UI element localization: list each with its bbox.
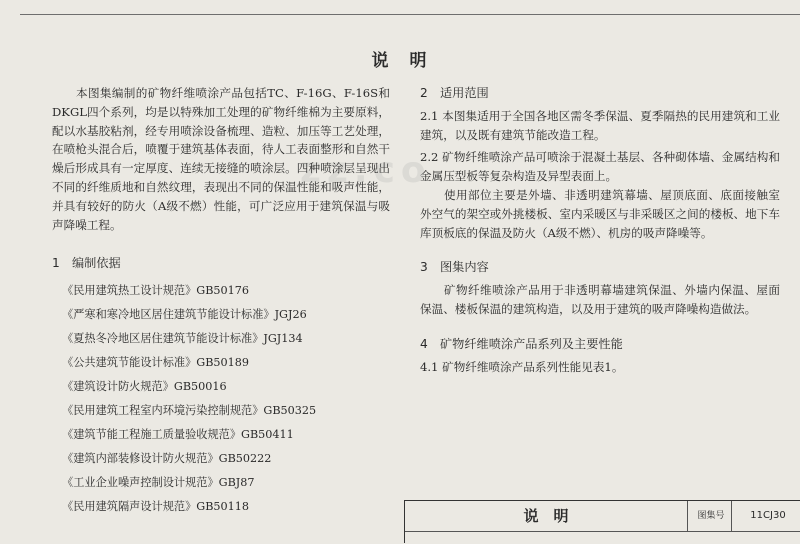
section-4-title: 矿物纤维喷涂产品系列及主要性能	[440, 336, 623, 351]
section-3-heading	[420, 258, 780, 277]
left-column	[52, 84, 390, 519]
reference-item: 《夏热冬冷地区居住建筑节能设计标准》JGJ134	[62, 332, 303, 346]
section-4-number: 4	[420, 336, 428, 351]
section-2-title: 适用范围	[440, 86, 489, 100]
reference-item: 《建筑节能工程施工质量验收规范》GB50411	[62, 428, 294, 442]
reference-list	[62, 279, 390, 519]
section-4-heading	[420, 335, 780, 354]
reference-item: 《公共建筑节能设计标准》GB50189	[62, 356, 249, 370]
intro-paragraph: 本图集编制的矿物纤维喷涂产品包括TC、F-16G、F-16S和DKGL四个系列，均是以特殊加工处理的矿物纤维棉为主要原料，配以水基胶粘剂，经专用喷涂设备梳理、造粒、加压等工艺处理，在喷枪头混合后，喷覆于建筑基体表面，待人工表面整形和自然干燥后形成具有一定厚度、连续无接缝的喷涂层。四种喷涂层呈现出不同的纤维质地和自然纹理，表现出不同的保温性能和吸声性能，并具有较好的防火（A级不燃）性能，可广泛应用于建筑保温与吸声降噪工程。	[52, 86, 390, 232]
section-1-title: 编制依据	[72, 256, 121, 271]
top-rule	[20, 14, 800, 15]
section-2-number: 2	[420, 86, 428, 100]
atlas-number-value: 11CJ30	[750, 510, 786, 521]
section-3-number: 3	[420, 260, 428, 275]
title-block	[404, 500, 800, 543]
section-1-heading	[52, 254, 390, 273]
usage-paragraph: 使用部位主要是外墙、非透明建筑幕墙、屋顶底面、底面接触室外空气的架空或外挑楼板、室内采暖区与非采暖区之间的楼板、地下车库顶板底的保温及防火（A级不燃）、机房的吸声降噪等。	[420, 187, 780, 240]
reference-item: 《民用建筑热工设计规范》GB50176	[62, 284, 249, 298]
section-3-paragraph: 矿物纤维喷涂产品用于非透明幕墙建筑保温、外墙内保温、屋面保温、楼板保温的建筑构造，以及用于建筑的吸声降噪构造做法。	[420, 283, 780, 316]
atlas-number-label: 图集号	[691, 501, 732, 531]
reference-item: 《民用建筑工程室内环境污染控制规范》GB50325	[62, 404, 317, 418]
clause-4-1: 4.1 矿物纤维喷涂产品系列性能见表1。	[420, 359, 624, 374]
section-2-heading	[420, 84, 780, 103]
section-1-number: 1	[52, 256, 60, 271]
right-column	[420, 84, 780, 376]
reference-item: 《工业企业噪声控制设计规范》GBJ87	[62, 476, 255, 490]
reference-item: 《建筑内部装修设计防火规范》GB50222	[62, 452, 272, 466]
title-block-title: 说 明	[405, 501, 688, 531]
section-3-title: 图集内容	[440, 260, 489, 275]
page-title: 说 明	[371, 51, 429, 71]
title-block-signature-row	[405, 531, 800, 544]
clause-2-1: 2.1 本图集适用于全国各地区需冬季保温、夏季隔热的民用建筑和工业建筑，以及既有建筑节能改造工程。	[420, 108, 780, 142]
reference-item: 《民用建筑隔声设计规范》GB50118	[62, 500, 249, 514]
reference-item: 《建筑设计防火规范》GB50016	[62, 380, 227, 394]
watermark: zz.co	[300, 150, 432, 191]
reference-item: 《严寒和寒冷地区居住建筑节能设计标准》JGJ26	[62, 308, 307, 322]
clause-2-2: 2.2 矿物纤维喷涂产品可喷涂于混凝土基层、各种砌体墙、金属结构和金属压型板等复杂构造及异型表面上。	[420, 150, 780, 184]
